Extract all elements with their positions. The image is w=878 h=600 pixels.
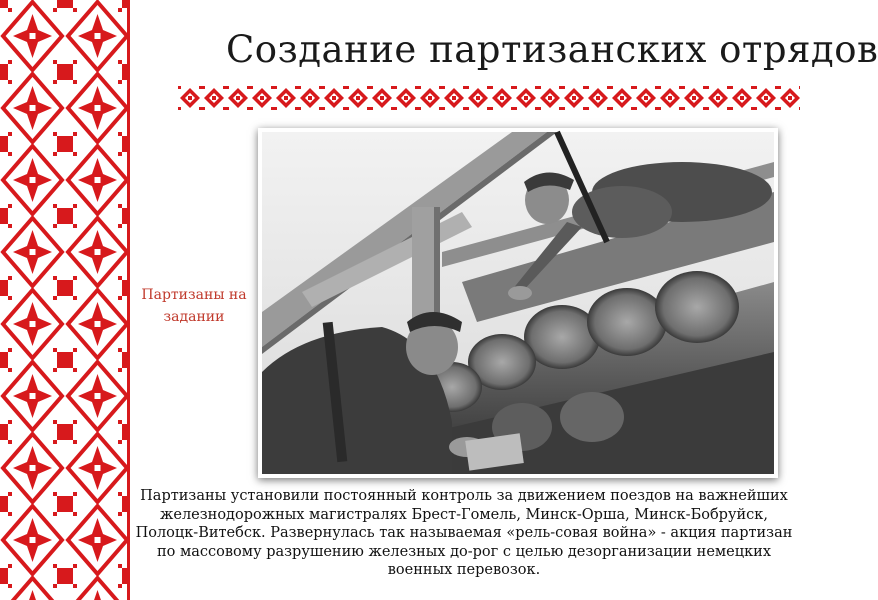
slide-title: Создание партизанских отрядов [226,28,878,71]
body-paragraph: Партизаны установили постоянный контроль за движением поездов на важнейших железнодорожных магистралях Брест-Гомель, Минск-Орша, Минск-Бобруйск, Полоцк-Витебск. Развернулась так называемая «рель-совая война» - акция партизан по массовому разрушению железных до-рог с целью дезорганизации немецких военных перевозок. [135,488,793,578]
photo-frame [258,128,778,478]
ornament-border-left [0,0,130,600]
photo-caption: Партизаны на задании [141,287,247,325]
ornament-band-top [178,86,800,110]
partisans-photo [262,132,774,474]
